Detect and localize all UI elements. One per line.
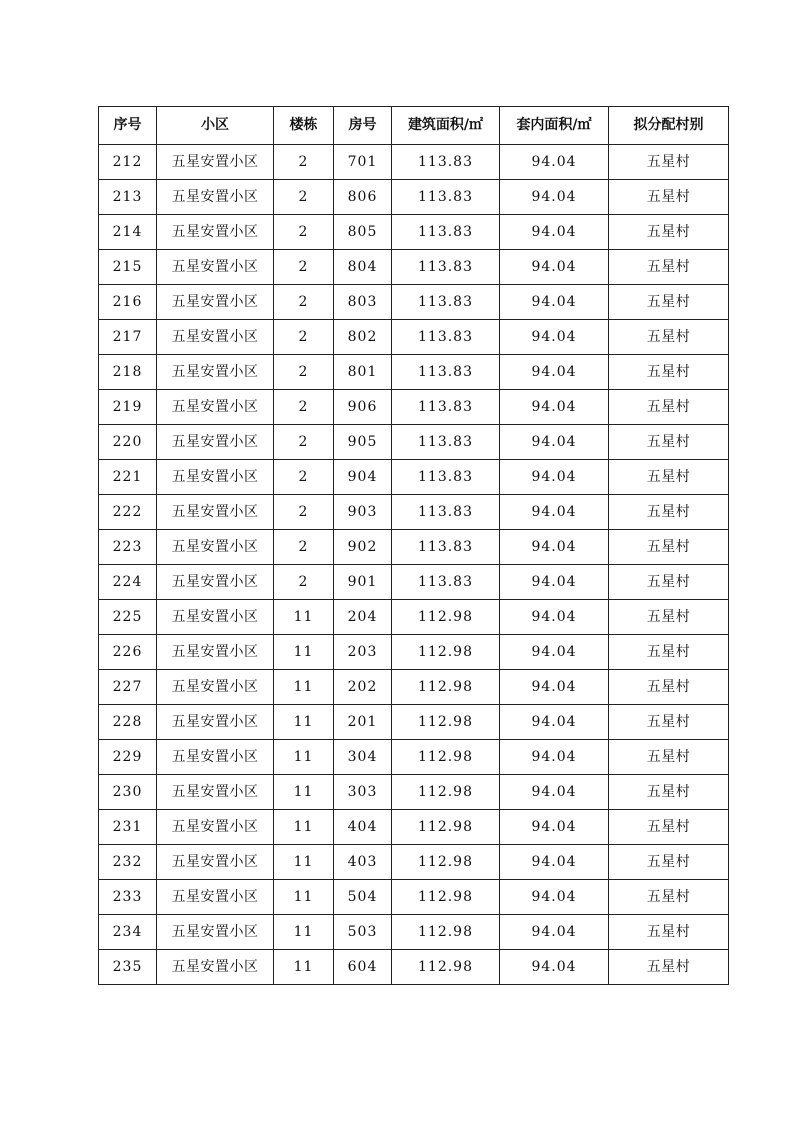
building-cell: 11 xyxy=(274,670,334,705)
building-cell: 11 xyxy=(274,705,334,740)
interior-area-cell: 94.04 xyxy=(500,215,609,250)
room-number-cell: 201 xyxy=(334,705,392,740)
building-cell: 2 xyxy=(274,355,334,390)
serial-number-cell: 221 xyxy=(99,460,157,495)
serial-number-cell: 234 xyxy=(99,915,157,950)
assigned-village-cell: 五星村 xyxy=(609,915,729,950)
building-area-cell: 112.98 xyxy=(392,740,500,775)
community-cell: 五星安置小区 xyxy=(157,390,274,425)
building-cell: 2 xyxy=(274,390,334,425)
serial-number-cell: 220 xyxy=(99,425,157,460)
building-area-cell: 113.83 xyxy=(392,355,500,390)
interior-area-cell: 94.04 xyxy=(500,460,609,495)
interior-area-cell: 94.04 xyxy=(500,950,609,985)
table-row xyxy=(99,670,729,705)
assigned-village-cell: 五星村 xyxy=(609,845,729,880)
header-building: 楼栋 xyxy=(274,107,334,145)
building-area-cell: 113.83 xyxy=(392,565,500,600)
room-number-cell: 204 xyxy=(334,600,392,635)
serial-number-cell: 224 xyxy=(99,565,157,600)
room-number-cell: 901 xyxy=(334,565,392,600)
table-row xyxy=(99,390,729,425)
serial-number-cell: 219 xyxy=(99,390,157,425)
building-area-cell: 112.98 xyxy=(392,845,500,880)
assigned-village-cell: 五星村 xyxy=(609,425,729,460)
serial-number-cell: 227 xyxy=(99,670,157,705)
serial-number-cell: 233 xyxy=(99,880,157,915)
header-row xyxy=(99,107,729,145)
serial-number-cell: 222 xyxy=(99,495,157,530)
interior-area-cell: 94.04 xyxy=(500,915,609,950)
header-community: 小区 xyxy=(157,107,274,145)
building-area-cell: 113.83 xyxy=(392,390,500,425)
building-area-cell: 113.83 xyxy=(392,530,500,565)
community-cell: 五星安置小区 xyxy=(157,460,274,495)
building-cell: 2 xyxy=(274,215,334,250)
room-number-cell: 504 xyxy=(334,880,392,915)
room-number-cell: 803 xyxy=(334,285,392,320)
table-row xyxy=(99,845,729,880)
community-cell: 五星安置小区 xyxy=(157,705,274,740)
building-area-cell: 112.98 xyxy=(392,950,500,985)
table-row xyxy=(99,740,729,775)
serial-number-cell: 228 xyxy=(99,705,157,740)
room-number-cell: 903 xyxy=(334,495,392,530)
table-row xyxy=(99,145,729,180)
header-interior-area: 套内面积/㎡ xyxy=(500,107,609,145)
table-row xyxy=(99,600,729,635)
interior-area-cell: 94.04 xyxy=(500,180,609,215)
table-row xyxy=(99,320,729,355)
assigned-village-cell: 五星村 xyxy=(609,880,729,915)
table-row xyxy=(99,810,729,845)
interior-area-cell: 94.04 xyxy=(500,740,609,775)
assigned-village-cell: 五星村 xyxy=(609,600,729,635)
interior-area-cell: 94.04 xyxy=(500,495,609,530)
table-row xyxy=(99,880,729,915)
assigned-village-cell: 五星村 xyxy=(609,950,729,985)
community-cell: 五星安置小区 xyxy=(157,180,274,215)
table-row xyxy=(99,565,729,600)
interior-area-cell: 94.04 xyxy=(500,355,609,390)
building-area-cell: 112.98 xyxy=(392,635,500,670)
room-number-cell: 801 xyxy=(334,355,392,390)
community-cell: 五星安置小区 xyxy=(157,950,274,985)
interior-area-cell: 94.04 xyxy=(500,705,609,740)
community-cell: 五星安置小区 xyxy=(157,880,274,915)
community-cell: 五星安置小区 xyxy=(157,285,274,320)
room-number-cell: 304 xyxy=(334,740,392,775)
room-number-cell: 806 xyxy=(334,180,392,215)
header-serial-number: 序号 xyxy=(99,107,157,145)
building-area-cell: 112.98 xyxy=(392,775,500,810)
serial-number-cell: 230 xyxy=(99,775,157,810)
building-area-cell: 113.83 xyxy=(392,145,500,180)
interior-area-cell: 94.04 xyxy=(500,145,609,180)
serial-number-cell: 232 xyxy=(99,845,157,880)
assigned-village-cell: 五星村 xyxy=(609,250,729,285)
header-room-number: 房号 xyxy=(334,107,392,145)
serial-number-cell: 226 xyxy=(99,635,157,670)
room-number-cell: 203 xyxy=(334,635,392,670)
room-number-cell: 503 xyxy=(334,915,392,950)
table-row xyxy=(99,530,729,565)
building-area-cell: 112.98 xyxy=(392,670,500,705)
building-area-cell: 113.83 xyxy=(392,460,500,495)
table-row xyxy=(99,425,729,460)
table-row xyxy=(99,180,729,215)
assigned-village-cell: 五星村 xyxy=(609,635,729,670)
serial-number-cell: 216 xyxy=(99,285,157,320)
room-number-cell: 902 xyxy=(334,530,392,565)
serial-number-cell: 229 xyxy=(99,740,157,775)
serial-number-cell: 225 xyxy=(99,600,157,635)
header-assigned-village: 拟分配村别 xyxy=(609,107,729,145)
assigned-village-cell: 五星村 xyxy=(609,775,729,810)
building-area-cell: 113.83 xyxy=(392,250,500,285)
table-header xyxy=(99,107,729,145)
building-cell: 11 xyxy=(274,950,334,985)
table-row xyxy=(99,495,729,530)
room-number-cell: 905 xyxy=(334,425,392,460)
community-cell: 五星安置小区 xyxy=(157,215,274,250)
interior-area-cell: 94.04 xyxy=(500,600,609,635)
serial-number-cell: 214 xyxy=(99,215,157,250)
community-cell: 五星安置小区 xyxy=(157,425,274,460)
assigned-village-cell: 五星村 xyxy=(609,355,729,390)
building-cell: 2 xyxy=(274,250,334,285)
serial-number-cell: 213 xyxy=(99,180,157,215)
table-row xyxy=(99,250,729,285)
housing-allocation-table xyxy=(98,106,729,985)
assigned-village-cell: 五星村 xyxy=(609,670,729,705)
building-area-cell: 112.98 xyxy=(392,600,500,635)
building-area-cell: 112.98 xyxy=(392,705,500,740)
assigned-village-cell: 五星村 xyxy=(609,390,729,425)
room-number-cell: 403 xyxy=(334,845,392,880)
building-cell: 11 xyxy=(274,880,334,915)
room-number-cell: 802 xyxy=(334,320,392,355)
building-cell: 11 xyxy=(274,810,334,845)
building-cell: 2 xyxy=(274,495,334,530)
table-row xyxy=(99,915,729,950)
interior-area-cell: 94.04 xyxy=(500,530,609,565)
room-number-cell: 804 xyxy=(334,250,392,285)
room-number-cell: 904 xyxy=(334,460,392,495)
header-building-area: 建筑面积/㎡ xyxy=(392,107,500,145)
assigned-village-cell: 五星村 xyxy=(609,145,729,180)
community-cell: 五星安置小区 xyxy=(157,600,274,635)
interior-area-cell: 94.04 xyxy=(500,320,609,355)
table-body xyxy=(99,145,729,985)
room-number-cell: 906 xyxy=(334,390,392,425)
assigned-village-cell: 五星村 xyxy=(609,495,729,530)
assigned-village-cell: 五星村 xyxy=(609,810,729,845)
building-cell: 2 xyxy=(274,180,334,215)
room-number-cell: 805 xyxy=(334,215,392,250)
table-row xyxy=(99,705,729,740)
room-number-cell: 404 xyxy=(334,810,392,845)
building-cell: 2 xyxy=(274,320,334,355)
table-row xyxy=(99,635,729,670)
building-area-cell: 112.98 xyxy=(392,880,500,915)
building-area-cell: 113.83 xyxy=(392,215,500,250)
assigned-village-cell: 五星村 xyxy=(609,565,729,600)
interior-area-cell: 94.04 xyxy=(500,285,609,320)
community-cell: 五星安置小区 xyxy=(157,775,274,810)
interior-area-cell: 94.04 xyxy=(500,810,609,845)
room-number-cell: 604 xyxy=(334,950,392,985)
community-cell: 五星安置小区 xyxy=(157,915,274,950)
room-number-cell: 202 xyxy=(334,670,392,705)
serial-number-cell: 218 xyxy=(99,355,157,390)
interior-area-cell: 94.04 xyxy=(500,775,609,810)
serial-number-cell: 217 xyxy=(99,320,157,355)
community-cell: 五星安置小区 xyxy=(157,355,274,390)
table-row xyxy=(99,775,729,810)
building-cell: 2 xyxy=(274,460,334,495)
interior-area-cell: 94.04 xyxy=(500,425,609,460)
building-area-cell: 113.83 xyxy=(392,180,500,215)
serial-number-cell: 215 xyxy=(99,250,157,285)
room-number-cell: 303 xyxy=(334,775,392,810)
building-cell: 11 xyxy=(274,635,334,670)
building-area-cell: 112.98 xyxy=(392,915,500,950)
table-row xyxy=(99,285,729,320)
community-cell: 五星安置小区 xyxy=(157,810,274,845)
building-cell: 11 xyxy=(274,845,334,880)
interior-area-cell: 94.04 xyxy=(500,845,609,880)
assigned-village-cell: 五星村 xyxy=(609,460,729,495)
building-cell: 11 xyxy=(274,740,334,775)
community-cell: 五星安置小区 xyxy=(157,320,274,355)
building-cell: 11 xyxy=(274,915,334,950)
community-cell: 五星安置小区 xyxy=(157,845,274,880)
building-cell: 11 xyxy=(274,600,334,635)
interior-area-cell: 94.04 xyxy=(500,250,609,285)
interior-area-cell: 94.04 xyxy=(500,880,609,915)
building-cell: 2 xyxy=(274,145,334,180)
building-area-cell: 113.83 xyxy=(392,495,500,530)
assigned-village-cell: 五星村 xyxy=(609,530,729,565)
building-area-cell: 113.83 xyxy=(392,425,500,460)
community-cell: 五星安置小区 xyxy=(157,740,274,775)
assigned-village-cell: 五星村 xyxy=(609,705,729,740)
table-row xyxy=(99,460,729,495)
building-cell: 11 xyxy=(274,775,334,810)
table-row xyxy=(99,355,729,390)
interior-area-cell: 94.04 xyxy=(500,390,609,425)
community-cell: 五星安置小区 xyxy=(157,670,274,705)
assigned-village-cell: 五星村 xyxy=(609,285,729,320)
community-cell: 五星安置小区 xyxy=(157,565,274,600)
assigned-village-cell: 五星村 xyxy=(609,740,729,775)
serial-number-cell: 212 xyxy=(99,145,157,180)
community-cell: 五星安置小区 xyxy=(157,145,274,180)
table-row xyxy=(99,215,729,250)
building-cell: 2 xyxy=(274,285,334,320)
table-row xyxy=(99,950,729,985)
serial-number-cell: 235 xyxy=(99,950,157,985)
community-cell: 五星安置小区 xyxy=(157,250,274,285)
serial-number-cell: 223 xyxy=(99,530,157,565)
building-cell: 2 xyxy=(274,425,334,460)
interior-area-cell: 94.04 xyxy=(500,670,609,705)
building-cell: 2 xyxy=(274,565,334,600)
building-area-cell: 113.83 xyxy=(392,285,500,320)
serial-number-cell: 231 xyxy=(99,810,157,845)
building-area-cell: 112.98 xyxy=(392,810,500,845)
community-cell: 五星安置小区 xyxy=(157,635,274,670)
assigned-village-cell: 五星村 xyxy=(609,215,729,250)
room-number-cell: 701 xyxy=(334,145,392,180)
building-area-cell: 113.83 xyxy=(392,320,500,355)
interior-area-cell: 94.04 xyxy=(500,565,609,600)
interior-area-cell: 94.04 xyxy=(500,635,609,670)
building-cell: 2 xyxy=(274,530,334,565)
assigned-village-cell: 五星村 xyxy=(609,320,729,355)
assigned-village-cell: 五星村 xyxy=(609,180,729,215)
community-cell: 五星安置小区 xyxy=(157,495,274,530)
community-cell: 五星安置小区 xyxy=(157,530,274,565)
